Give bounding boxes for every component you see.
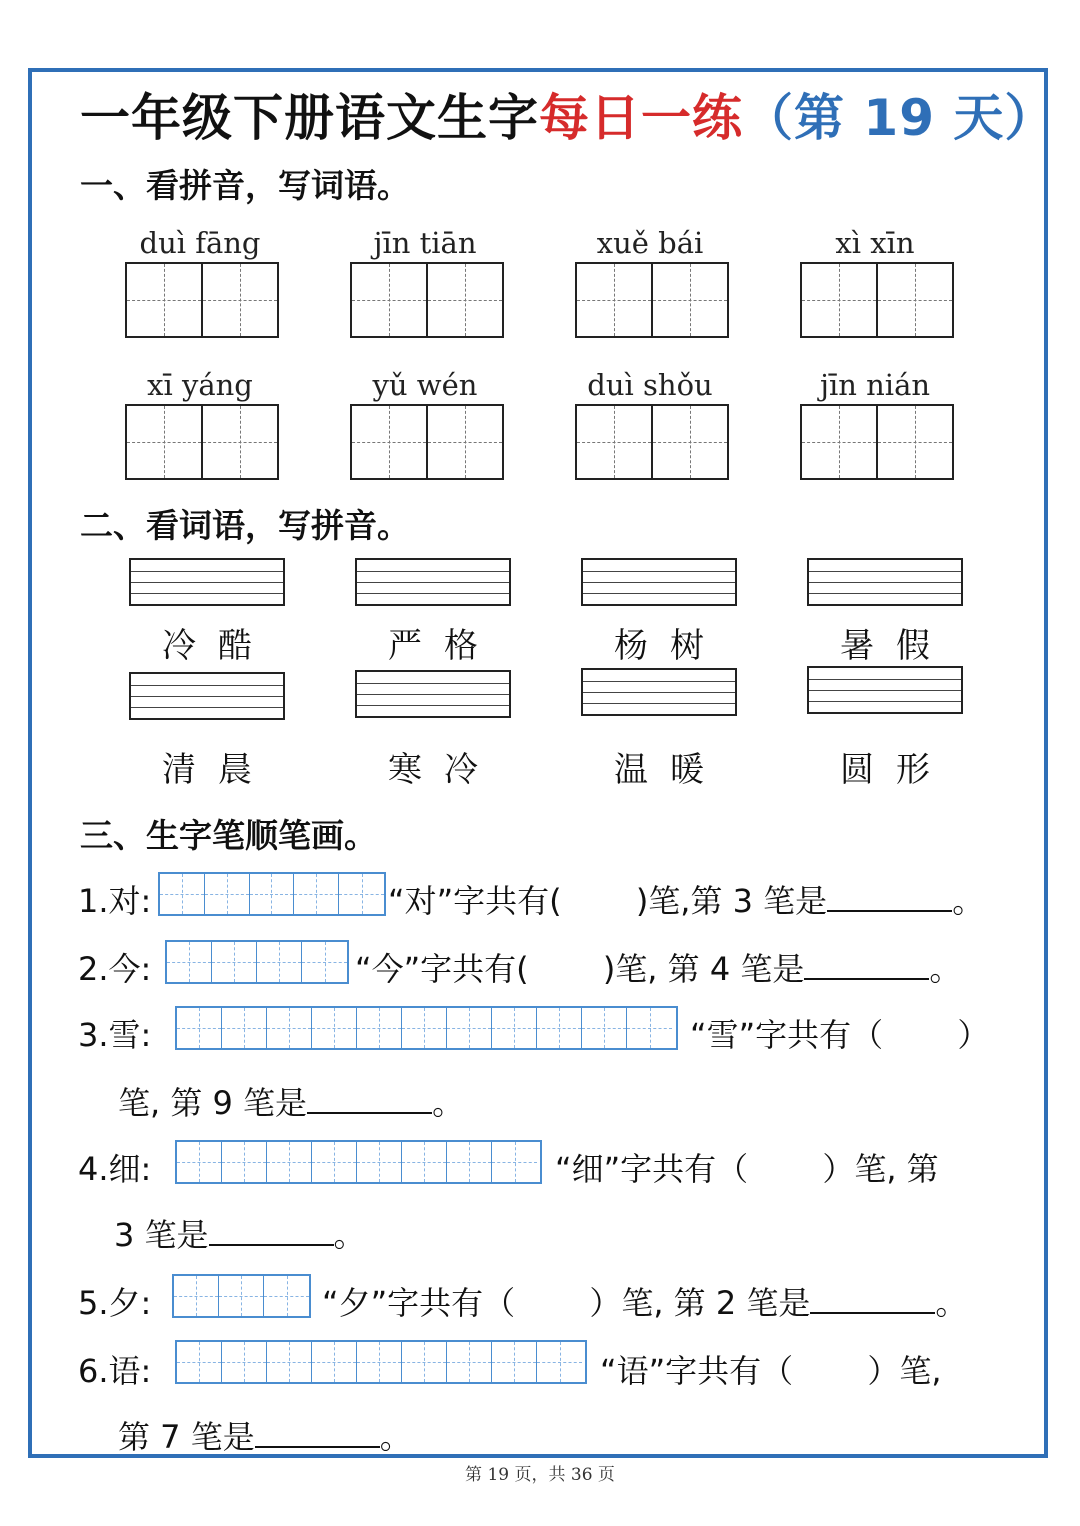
- pinyin-lines[interactable]: [355, 558, 511, 606]
- pinyin-label: duì fāng: [139, 226, 261, 260]
- pinyin-label: xuě bái: [596, 226, 704, 260]
- title-highlight: 每日一练: [539, 89, 743, 147]
- pinyin-label: jīn tiān: [373, 226, 477, 260]
- pinyin-lines[interactable]: [129, 672, 285, 720]
- question-prompt: 第 7 笔是: [118, 1418, 255, 1456]
- pinyin-lines[interactable]: [355, 670, 511, 718]
- stroke-grid[interactable]: [165, 940, 349, 984]
- stroke-grid[interactable]: [175, 1140, 542, 1184]
- question-label: 2.今:: [78, 950, 152, 988]
- stroke-grid[interactable]: [172, 1274, 311, 1318]
- pinyin-lines[interactable]: [581, 668, 737, 716]
- question-prompt: “对”字共有( )笔,第 3 笔是: [388, 882, 828, 920]
- question-label: 5.夕:: [78, 1284, 152, 1322]
- word-label: 温暖: [614, 750, 726, 790]
- word-label: 寒冷: [388, 750, 500, 790]
- question-prompt: “语”字共有（ ）笔,: [600, 1352, 942, 1390]
- word-label: 圆形: [840, 750, 952, 790]
- pinyin-label: duì shǒu: [587, 368, 713, 402]
- word-label: 杨树: [614, 626, 726, 666]
- pinyin-label: xì xīn: [835, 226, 915, 260]
- writing-grid[interactable]: [350, 404, 504, 480]
- pinyin-label: xī yáng: [147, 368, 253, 402]
- question-prompt: “雪”字共有（ ）: [690, 1016, 990, 1054]
- writing-grid[interactable]: [125, 404, 279, 480]
- pinyin-lines[interactable]: [581, 558, 737, 606]
- title-day: （第 19 天）: [743, 89, 1056, 147]
- question-text: [118, 1412, 412, 1458]
- pinyin-lines[interactable]: [807, 558, 963, 606]
- section3-heading: 三、生字笔顺笔画。: [80, 816, 377, 855]
- answer-blank[interactable]: [209, 1222, 334, 1246]
- word-label: 清晨: [162, 750, 274, 790]
- pinyin-lines[interactable]: [129, 558, 285, 606]
- question-prompt: 3 笔是: [114, 1216, 209, 1254]
- answer-blank[interactable]: [810, 1290, 935, 1314]
- question-end: 。: [935, 1284, 968, 1322]
- writing-grid[interactable]: [575, 404, 729, 480]
- answer-blank[interactable]: [804, 956, 929, 980]
- pinyin-label: jīn nián: [819, 368, 931, 402]
- question-label: 4.细:: [78, 1150, 152, 1188]
- question-end: 。: [379, 1418, 412, 1456]
- question-prompt: 笔, 第 9 笔是: [118, 1084, 308, 1122]
- word-label: 严格: [388, 626, 500, 666]
- section1-heading: 一、看拼音，写词语。: [80, 166, 410, 205]
- question-text: [388, 876, 984, 922]
- section2-heading: 二、看词语，写拼音。: [80, 506, 410, 545]
- question-end: 。: [952, 882, 985, 920]
- stroke-grid[interactable]: [175, 1340, 587, 1384]
- question-label: 6.语:: [78, 1352, 152, 1390]
- answer-blank[interactable]: [307, 1090, 432, 1114]
- question-text: [118, 1078, 464, 1124]
- writing-grid[interactable]: [800, 262, 954, 338]
- question-end: 。: [929, 950, 962, 988]
- page-footer: 第 19 页，共 36 页: [465, 1465, 615, 1485]
- question-end: 。: [432, 1084, 465, 1122]
- pinyin-lines[interactable]: [807, 666, 963, 714]
- pinyin-label: yǔ wén: [372, 368, 478, 402]
- question-prompt: “夕”字共有（ ）笔, 第 2 笔是: [322, 1284, 811, 1322]
- question-label: 3.雪:: [78, 1016, 152, 1054]
- stroke-grid[interactable]: [175, 1006, 678, 1050]
- question-text: [114, 1210, 366, 1256]
- writing-grid[interactable]: [350, 262, 504, 338]
- writing-grid[interactable]: [575, 262, 729, 338]
- word-label: 暑假: [840, 626, 952, 666]
- question-prompt: “今”字共有( )笔, 第 4 笔是: [355, 950, 805, 988]
- question-prompt: “细”字共有（ ）笔, 第: [555, 1150, 939, 1188]
- question-end: 。: [333, 1216, 366, 1254]
- writing-grid[interactable]: [800, 404, 954, 480]
- answer-blank[interactable]: [255, 1424, 380, 1448]
- stroke-grid[interactable]: [158, 872, 386, 916]
- title-main: 一年级下册语文生字: [80, 89, 539, 147]
- answer-blank[interactable]: [827, 888, 952, 912]
- question-text: [355, 944, 961, 990]
- page-title: [80, 78, 1055, 150]
- question-label: 1.对:: [78, 882, 152, 920]
- question-text: [322, 1278, 967, 1324]
- writing-grid[interactable]: [125, 262, 279, 338]
- word-label: 冷酷: [162, 626, 274, 666]
